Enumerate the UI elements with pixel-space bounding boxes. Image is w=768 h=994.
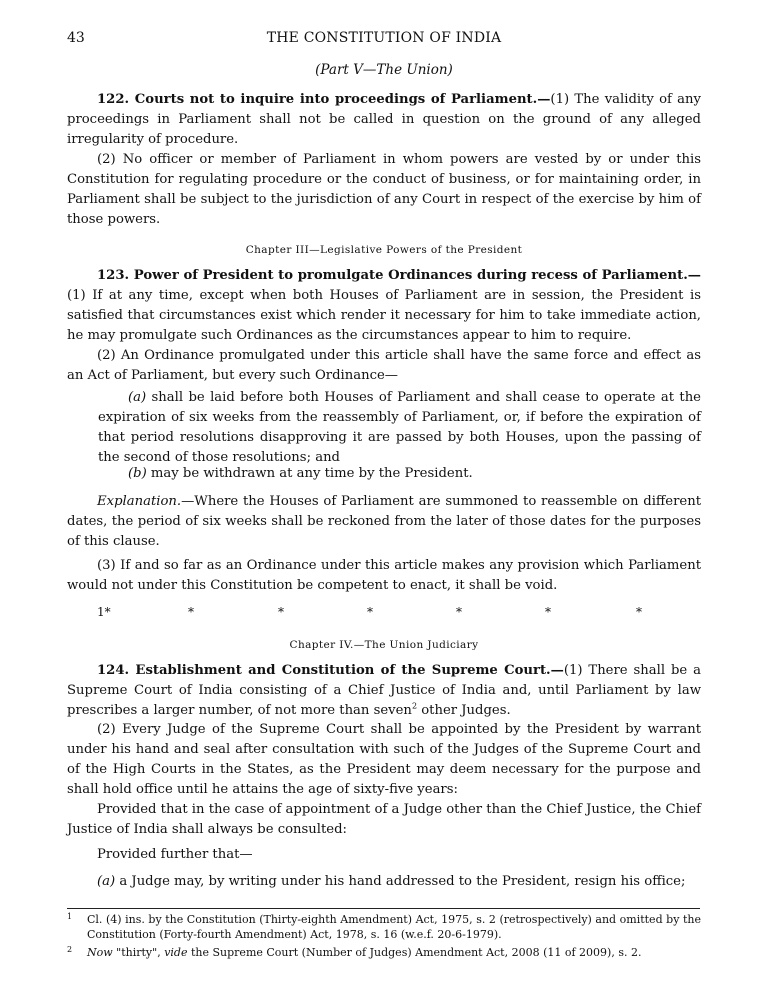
article-124-heading: 124. Establishment and Constitution of the Supreme Court.— (97, 663, 564, 678)
footnote-1 (67, 912, 701, 942)
footnote-1-mark: 1 (67, 912, 73, 921)
footnote-2 (67, 945, 701, 960)
article-124-p1a: (1) There shall be a Supreme Court of India consisting of a Chief Justice of India and, until Parliament by law prescribes a larger number, of not more than seven (67, 663, 701, 718)
article-124-proviso-1: Provided that in the case of appointment of a Judge other than the Chief Justice, the Chief Justice of India shall always be consulted: (67, 802, 701, 837)
article-123-sub-b (98, 464, 701, 484)
footnote-2-mark: 2 (67, 945, 73, 954)
sub-b-text: may be withdrawn at any time by the President. (146, 466, 473, 481)
sub-a-label: (a) (97, 874, 116, 889)
running-header (67, 28, 701, 48)
footnote-rule (67, 908, 700, 909)
article-123-clause-2: (2) An Ordinance promulgated under this article shall have the same force and effect as an Act of Parliament, but every such Ordinance— (67, 348, 701, 383)
part-subtitle: (Part V—The Union) (315, 62, 453, 78)
chapter-iv-heading: Chapter IV.—The Union Judiciary (289, 639, 479, 651)
footnote-2-italic-now: Now (87, 946, 113, 959)
footnote-2-italic-vide: vide (164, 946, 188, 959)
omission-star: * (545, 605, 551, 619)
footnote-1-text: Cl. (4) ins. by the Constitution (Thirty-eighth Amendment) Act, 1975, s. 2 (retrospectively) and omitted by the Constitution (Forty-fourth Amendment) Act, 1978, s. 16 (w.e.f. 20-6-1979). (87, 913, 701, 941)
article-123-clause-3: (3) If and so far as an Ordinance under this article makes any provision which Parliament would not under this Constitution be competent to enact, it shall be void. (67, 558, 701, 593)
omission-star: * (367, 605, 373, 619)
omission-star: * (456, 605, 462, 619)
document-title: THE CONSTITUTION OF INDIA (266, 30, 502, 46)
footnote-2-text (87, 945, 701, 960)
article-122-clause-2: (2) No officer or member of Parliament in whom powers are vested by or under this Constitution for regulating procedure or the conduct of business, or for maintaining order, in Parliament shall be subject to the jurisdiction of any Court in respect of the exercise by him of those powers. (67, 152, 701, 227)
article-124-proviso-2: Provided further that— (97, 847, 253, 862)
article-124-sub-a (67, 872, 701, 892)
article-123-heading: 123. Power of President to promulgate Ordinances during recess of Parliament.— (97, 268, 701, 283)
page-number: 43 (67, 30, 85, 46)
article-122-clause-1 (67, 90, 701, 150)
sub-a-label: (a) (128, 390, 147, 405)
footnote-2-text-part2: the Supreme Court (Number of Judges) Amendment Act, 2008 (11 of 2009), s. 2. (187, 946, 642, 959)
explanation-label: Explanation. (97, 494, 182, 509)
article-123-clause-1 (67, 266, 701, 346)
omission-star: * (188, 605, 194, 619)
chapter-iii-heading: Chapter III—Legislative Powers of the President (245, 244, 523, 256)
omission-first: 1* (97, 605, 111, 619)
omission-star: * (636, 605, 642, 619)
sub-a-text: a Judge may, by writing under his hand addressed to the President, resign his office; (115, 874, 686, 889)
article-122-heading: 122. Courts not to inquire into proceedings of Parliament.— (97, 92, 551, 107)
sub-a-text: shall be laid before both Houses of Parliament and shall cease to operate at the expiration of six weeks from the reassembly of Parliament, or, if before the expiration of that period resolutions disapproving it are passed by both Houses, upon the passing of the second of those resolutions; and (98, 390, 701, 465)
footnote-ref-2[interactable]: 2 (411, 701, 418, 711)
omission-marker (67, 602, 701, 620)
article-123-explanation (67, 492, 701, 552)
article-124-p1b: other Judges. (417, 703, 511, 718)
omission-star: * (278, 605, 284, 619)
sub-b-label: (b) (128, 466, 147, 481)
article-124-clause-1 (67, 661, 701, 721)
article-122-p1: (1) The validity of any proceedings in Parliament shall not be called in question on the ground of any alleged irregularity of procedure. (67, 92, 701, 147)
article-124-clause-2: (2) Every Judge of the Supreme Court shall be appointed by the President by warrant under his hand and seal after consultation with such of the Judges of the Supreme Court and of the High Courts in the States, as the President may deem necessary for the purpose and shall hold office until he attains the age of sixty-five years: (67, 722, 701, 797)
explanation-text: —Where the Houses of Parliament are summoned to reassemble on different dates, the period of six weeks shall be reckoned from the later of those dates for the purposes of this clause. (67, 494, 701, 549)
footnote-2-text-part1: "thirty", (112, 946, 165, 959)
article-123-sub-a (98, 388, 701, 468)
article-123-p1: (1) If at any time, except when both Houses of Parliament are in session, the President is satisfied that circumstances exist which render it necessary for him to take immediate action, he may promulgate such Ordinances as the circumstances appear to him to require. (67, 288, 701, 343)
